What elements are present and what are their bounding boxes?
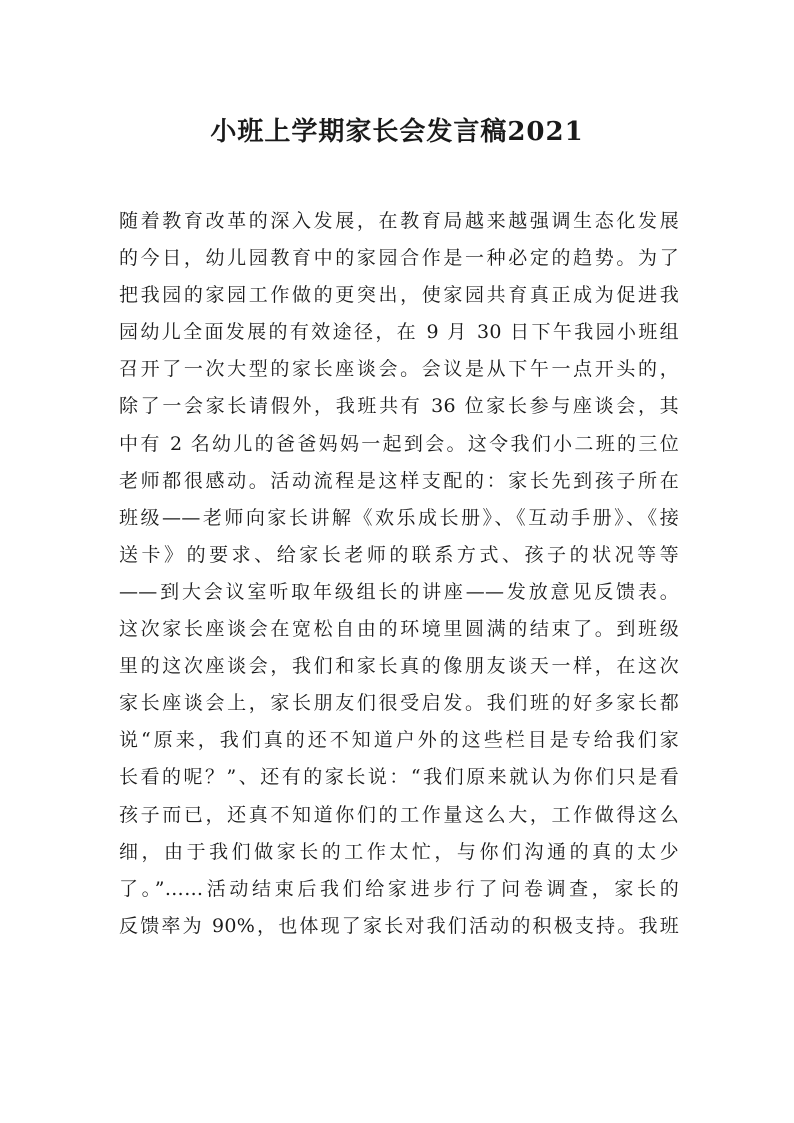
- body-line: 的今日，幼儿园教育中的家园合作是一种必定的趋势。为了: [119, 247, 679, 270]
- body-line: 反馈率为 90%，也体现了家长对我们活动的积极支持。我班: [119, 914, 679, 937]
- body-line: 里的这次座谈会，我们和家长真的像朋友谈天一样，在这次: [119, 655, 679, 678]
- body-line: 孩子而已，还真不知道你们的工作量这么大，工作做得这么: [119, 803, 679, 826]
- body-line: 这次家长座谈会在宽松自由的环境里圆满的结束了。到班级: [119, 618, 679, 641]
- body-line: 说“原来，我们真的还不知道户外的这些栏目是专给我们家: [119, 729, 679, 752]
- body-line: 随着教育改革的深入发展，在教育局越来越强调生态化发展: [119, 210, 679, 232]
- body-line: 班级——老师向家长讲解《欢乐成长册》、《互动手册》、《接: [119, 506, 679, 529]
- body-line: ——到大会议室听取年级组长的讲座——发放意见反馈表。: [119, 580, 679, 603]
- body-line: 园幼儿全面发展的有效途径，在 9 月 30 日下午我园小班组: [119, 321, 679, 344]
- document-title: 小班上学期家长会发言稿2021: [210, 117, 584, 147]
- body-line: 细，由于我们做家长的工作太忙，与你们沟通的真的太少: [119, 840, 679, 863]
- body-line: 把我园的家园工作做的更突出，使家园共育真正成为促进我: [119, 284, 679, 307]
- body-line: 召开了一次大型的家长座谈会。会议是从下午一点开头的，: [119, 358, 679, 381]
- body-line: 送卡》的要求、给家长老师的联系方式、孩子的状况等等: [119, 543, 679, 566]
- body-line: 老师都很感动。活动流程是这样支配的：家长先到孩子所在: [119, 469, 679, 492]
- document-body: [119, 203, 679, 945]
- body-line: 中有 2 名幼儿的爸爸妈妈一起到会。这令我们小二班的三位: [119, 432, 679, 455]
- body-line: 了。”……活动结束后我们给家进步行了问卷调查，家长的: [119, 877, 679, 900]
- body-line: 除了一会家长请假外，我班共有 36 位家长参与座谈会，其: [119, 395, 679, 418]
- body-line: 家长座谈会上，家长朋友们很受启发。我们班的好多家长都: [119, 692, 679, 715]
- body-line: 长看的呢？”、还有的家长说：“我们原来就认为你们只是看: [119, 766, 679, 789]
